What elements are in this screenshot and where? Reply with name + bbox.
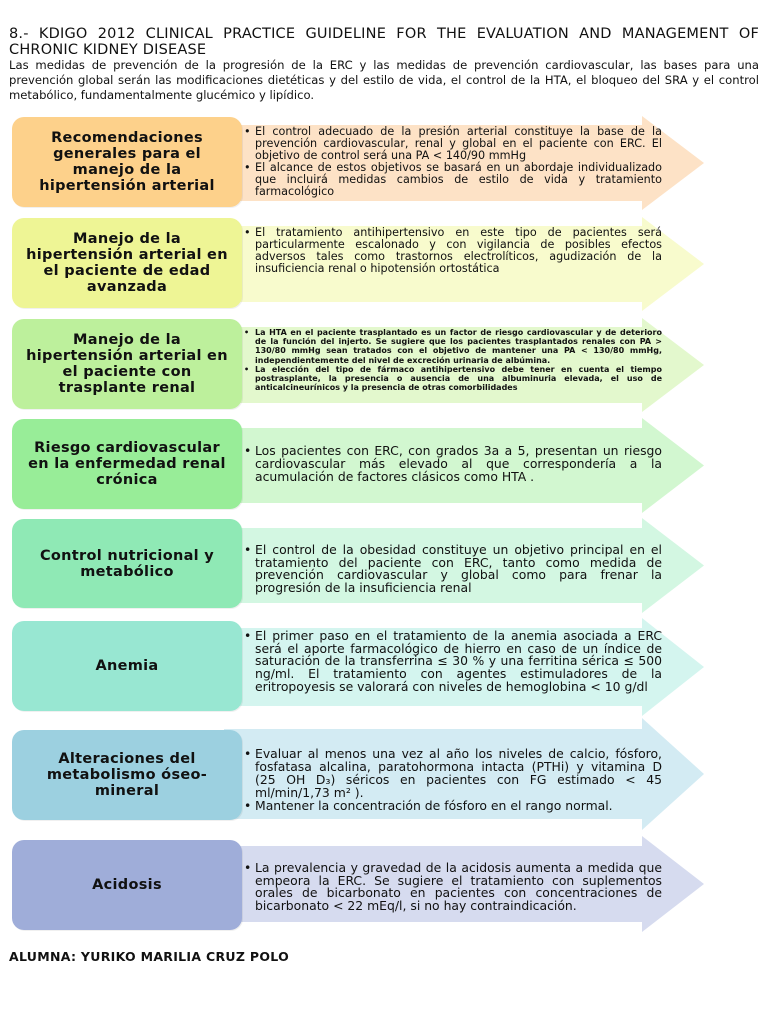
- page-title: 8.- KDIGO 2012 CLINICAL PRACTICE GUIDELINE FOR THE EVALUATION AND MANAGEMENT OF CHRONIC KIDNEY DISEASE: [9, 26, 759, 58]
- row-label: Riesgo cardiovascular en la enfermedad renal crónica: [28, 440, 226, 488]
- author-footer: ALUMNA: YURIKO MARILIA CRUZ POLO: [9, 949, 290, 964]
- row-bullet-list: [244, 328, 662, 392]
- row-bullet-list: [244, 126, 662, 198]
- row-label: Manejo de la hipertensión arterial en el paciente de edad avanzada: [26, 231, 228, 295]
- row-bullet-list: [244, 544, 662, 595]
- row-bullet-list: [244, 747, 662, 812]
- bullet-item: • El primer paso en el tratamiento de la anemia asociada a ERC será el aporte farmacológico de hierro en caso de un índice de saturación de la transferrina ≤ 30 % y una ferritina sérica ≤ 500 ng/ml. El tratamiento con agentes estimuladores de la eritropoyesis se valorará con niveles de hemoglobina < 10 g/dl: [244, 630, 662, 694]
- bullet-item: • El tratamiento antihipertensivo en este tipo de pacientes será particularmente escalonado y con vigilancia de posibles efectos adversos tales como trastornos electrolíticos, agudización de la insuficiencia renal o hipotensión ortostática: [244, 227, 662, 275]
- row-label: Acidosis: [92, 877, 162, 893]
- bullet-item: • El control adecuado de la presión arterial constituye la base de la prevención cardiovascular, renal y global en el paciente con ERC. El objetivo de control será una PA < 140/90 mmHg: [244, 126, 662, 162]
- intro-paragraph: Las medidas de prevención de la progresión de la ERC y las medidas de prevención cardiovascular, las bases para una prevención global serán las modificaciones dietéticas y del estilo de vida, el control de la HTA, el bloqueo del SRA y el control metabólico, fundamentalmente glucémico y lipídico.: [9, 58, 759, 102]
- row-label-box: [12, 519, 242, 608]
- guideline-row: [0, 318, 768, 412]
- row-label: Anemia: [95, 658, 159, 674]
- guideline-row: [0, 718, 768, 830]
- guideline-row: [0, 418, 768, 513]
- row-label-box: [12, 218, 242, 308]
- guideline-row: [0, 518, 768, 613]
- row-bullet-list: [244, 862, 662, 913]
- row-bullet-list: [244, 444, 662, 483]
- bullet-item: • El alcance de estos objetivos se basará en un abordaje individualizado que incluirá medidas cambios de estilo de vida y tratamiento farmacológico: [244, 162, 662, 198]
- guideline-row: [0, 836, 768, 932]
- bullet-item: • El control de la obesidad constituye un objetivo principal en el tratamiento del paciente con ERC, tanto como medida de prevención cardiovascular y global como para frenar la progresión de la insuficiencia renal: [244, 544, 662, 595]
- row-label: Manejo de la hipertensión arterial en el paciente con trasplante renal: [26, 332, 228, 396]
- row-label-box: [12, 419, 242, 509]
- row-label-box: [12, 730, 242, 820]
- bullet-item: • La prevalencia y gravedad de la acidosis aumenta a medida que empeora la ERC. Se sugiere el tratamiento con suplementos orales de bicarbonato en pacientes con concentraciones de bicarbonato < 22 mEq/l, si no hay contraindicación.: [244, 862, 662, 913]
- guideline-row: [0, 618, 768, 716]
- row-bullet-list: [244, 227, 662, 275]
- bullet-item: • Mantener la concentración de fósforo en el rango normal.: [244, 799, 662, 812]
- row-label: Control nutricional y metabólico: [39, 547, 215, 580]
- guideline-row: [0, 217, 768, 311]
- row-label-box: [12, 840, 242, 930]
- bullet-item: • La elección del tipo de fármaco antihipertensivo debe tener en cuenta el tiempo postrasplante, la presencia o ausencia de una albuminuria elevada, el uso de anticalcineurínicos y la presencia de otras comorbilidades: [244, 365, 662, 393]
- bullet-item: • La HTA en el paciente trasplantado es un factor de riesgo cardiovascular y de deterioro de la función del injerto. Se sugiere que los pacientes trasplantados renales con PA > 130/80 mmHg sean tratados con el objetivo de mantener una PA < 130/80 mmHg, independientemente del nivel de excreción urinaria de albúmina.: [244, 328, 662, 365]
- bullet-item: • Evaluar al menos una vez al año los niveles de calcio, fósforo, fosfatasa alcalina, paratohormona intacta (PTHi) y vitamina D (25 OH D₃) séricos en pacientes con FG estimado < 45 ml/min/1,73 m² ).: [244, 747, 662, 799]
- row-label-box: [12, 117, 242, 207]
- row-label-box: [12, 319, 242, 409]
- bullet-item: • Los pacientes con ERC, con grados 3a a 5, presentan un riesgo cardiovascular más elevado al que correspondería a la acumulación de factores clásicos como HTA .: [244, 444, 662, 483]
- row-label: Recomendaciones generales para el manejo de la hipertensión arterial: [39, 130, 215, 194]
- guideline-row: [0, 116, 768, 210]
- row-label-box: [12, 621, 242, 711]
- row-bullet-list: [244, 630, 662, 694]
- row-label: Alteraciones del metabolismo óseo-mineral: [46, 751, 208, 799]
